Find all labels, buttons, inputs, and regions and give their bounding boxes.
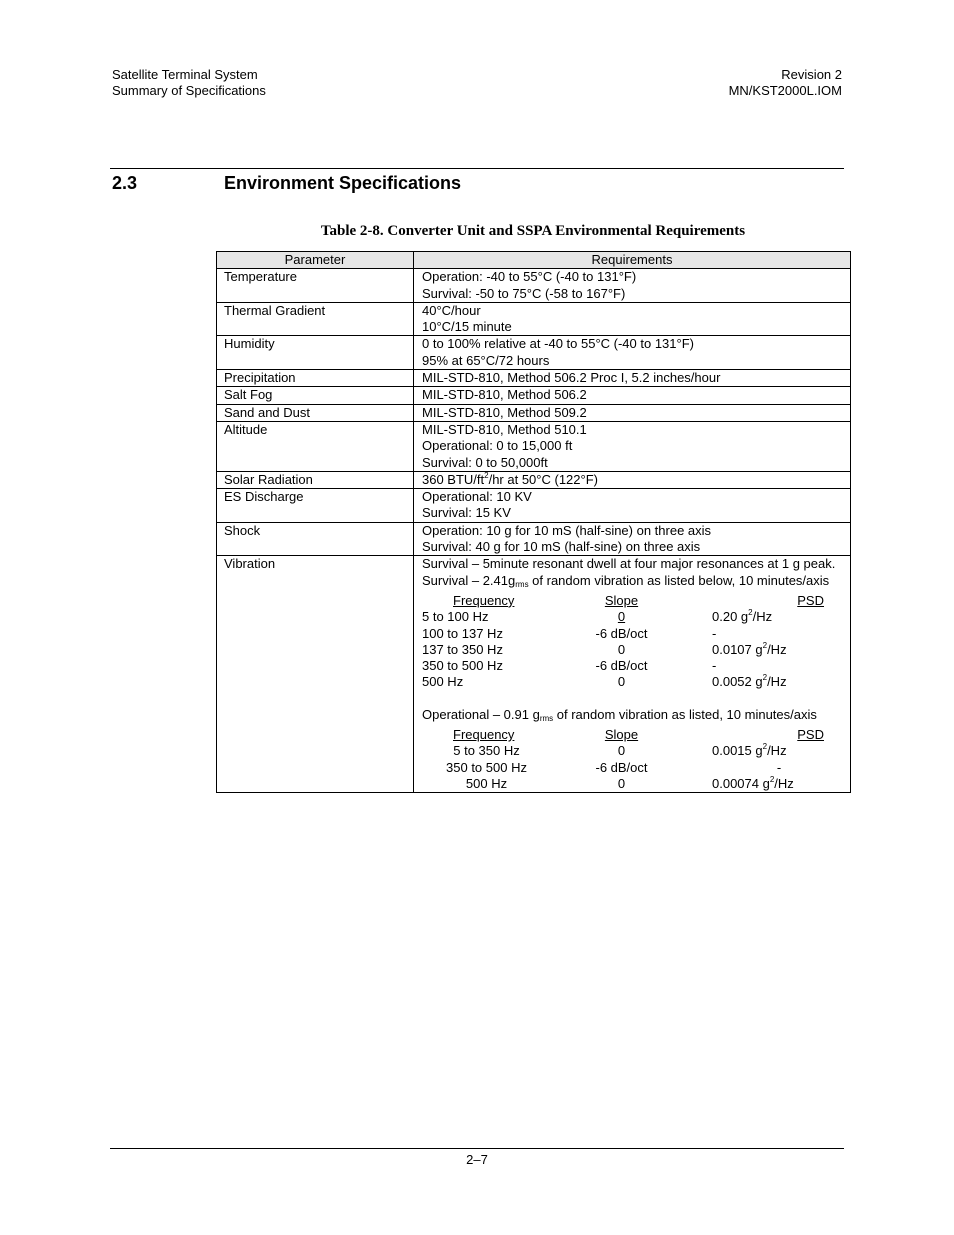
footer-divider [110, 1148, 844, 1149]
psd-cell [712, 626, 846, 642]
psd-value: - [712, 625, 717, 641]
param-cell: ES Discharge [217, 489, 414, 523]
psd-unit: /Hz [752, 609, 773, 625]
requirement-cell: MIL-STD-810, Method 506.2 Proc I, 5.2 inches/hour [414, 370, 851, 387]
slope-cell: 0 [617, 674, 626, 690]
freq-header: Frequency [453, 727, 515, 743]
environment-spec-table [216, 251, 851, 793]
vibration-row [422, 642, 846, 658]
column-header-requirements: Requirements [414, 252, 851, 269]
survival-rows [422, 609, 846, 690]
table-row [217, 302, 851, 336]
psd-value: 0.0015 g [712, 743, 763, 759]
psd-unit: /Hz [767, 641, 787, 657]
requirement-cell [414, 421, 851, 471]
spacer [422, 691, 846, 707]
vibration-row [422, 743, 846, 759]
psd-value: 0.20 g [712, 609, 749, 625]
table-row [217, 489, 851, 523]
psd-cell [712, 776, 846, 792]
freq-cell: 350 to 500 Hz [422, 658, 503, 674]
requirement-cell [414, 522, 851, 556]
psd-header: PSD [797, 727, 824, 743]
slope-cell: -6 dB/oct [595, 625, 648, 641]
psd-cell [712, 609, 846, 625]
superscript: 2 [748, 608, 753, 618]
param-cell: Salt Fog [217, 387, 414, 404]
requirement-line: 40°C/hour [422, 302, 481, 318]
requirement-line [422, 573, 846, 593]
requirement-text: of random vibration as listed, 10 minutes/axis [553, 706, 817, 722]
psd-header: PSD [797, 592, 824, 608]
psd-cell [712, 642, 846, 658]
superscript: 2 [762, 673, 768, 683]
header-doc-subtitle: Summary of Specifications [112, 83, 266, 98]
requirement-line [422, 707, 846, 727]
table-caption: Table 2-8. Converter Unit and SSPA Environmental Requirements [320, 223, 746, 239]
freq-header: Frequency [453, 592, 515, 608]
operational-rows [422, 743, 846, 792]
freq-cell: 5 to 100 Hz [422, 609, 489, 625]
requirement-line: 95% at 65°C/72 hours [422, 352, 550, 368]
requirement-line: Operation: -40 to 55°C (-40 to 131°F) [422, 269, 637, 285]
vibration-row [422, 674, 846, 690]
slope-header: Slope [604, 592, 639, 608]
psd-cell [712, 760, 846, 776]
header-revision: Revision 2 [781, 67, 842, 82]
param-cell: Humidity [217, 336, 414, 370]
requirement-cell: MIL-STD-810, Method 506.2 [414, 387, 851, 404]
table-header-row [217, 252, 851, 269]
freq-cell: 100 to 137 Hz [422, 625, 503, 641]
superscript: 2 [762, 742, 768, 752]
requirement-cell [414, 471, 851, 488]
table-row [217, 404, 851, 421]
slope-cell: 0 [617, 775, 626, 791]
requirement-line: Operational: 10 KV [422, 489, 532, 505]
param-cell: Precipitation [217, 370, 414, 387]
requirement-cell [414, 269, 851, 303]
psd-value: 0.0052 g [712, 674, 763, 690]
header-doc-number: MN/KST2000L.IOM [728, 83, 842, 98]
param-cell: Thermal Gradient [217, 302, 414, 336]
requirement-line: Survival: -50 to 75°C (-58 to 167°F) [422, 285, 626, 301]
slope-cell: 0 [617, 609, 626, 625]
requirement-text: /hr at 50°C (122°F) [488, 471, 598, 487]
vibration-row [422, 658, 846, 674]
requirement-line: Survival – 5minute resonant dwell at four major resonances at 1 g peak. [422, 556, 836, 572]
slope-header: Slope [604, 727, 639, 743]
param-cell: Shock [217, 522, 414, 556]
table-row [217, 556, 851, 793]
freq-cell: 500 Hz [465, 775, 508, 791]
slope-cell: 0 [617, 743, 626, 759]
column-header-parameter: Parameter [217, 252, 414, 269]
table-row [217, 522, 851, 556]
psd-cell [712, 658, 846, 674]
requirement-line: 10°C/15 minute [422, 319, 512, 335]
psd-value: - [776, 759, 782, 775]
freq-cell: 5 to 350 Hz [453, 743, 520, 759]
freq-cell: 500 Hz [422, 674, 464, 690]
param-cell: Vibration [217, 556, 414, 793]
requirement-cell [414, 489, 851, 523]
psd-cell [712, 674, 846, 690]
requirement-text: 360 BTU/ft [422, 471, 485, 487]
param-cell: Sand and Dust [217, 404, 414, 421]
vibration-row [422, 776, 846, 792]
subscript: rms [539, 713, 554, 723]
requirement-text: Operational – 0.91 g [422, 706, 540, 722]
requirement-cell [414, 302, 851, 336]
table-row [217, 370, 851, 387]
param-cell: Altitude [217, 421, 414, 471]
table-row [217, 471, 851, 488]
requirement-line: Survival: 15 KV [422, 505, 511, 521]
requirement-text: of random vibration as listed below, 10 minutes/axis [528, 572, 830, 588]
psd-value: - [712, 658, 717, 674]
section-number: 2.3 [112, 173, 138, 193]
psd-unit: /Hz [774, 775, 794, 791]
running-header-left [112, 67, 266, 99]
survival-vibration-table [422, 593, 846, 609]
requirement-cell [414, 336, 851, 370]
freq-cell: 137 to 350 Hz [422, 641, 503, 657]
header-doc-title: Satellite Terminal System [112, 67, 258, 82]
superscript: 2 [484, 470, 489, 480]
table-row [217, 421, 851, 471]
psd-cell [712, 743, 846, 759]
psd-value: 0.00074 g [712, 775, 770, 791]
param-cell: Temperature [217, 269, 414, 303]
requirement-cell: MIL-STD-810, Method 509.2 [414, 404, 851, 421]
slope-cell: -6 dB/oct [595, 759, 648, 775]
header-divider [110, 168, 844, 169]
requirement-line: Survival: 40 g for 10 mS (half-sine) on three axis [422, 539, 701, 555]
slope-cell: -6 dB/oct [595, 658, 648, 674]
running-header-right [729, 67, 842, 99]
slope-cell: 0 [617, 641, 626, 657]
vibration-row [422, 760, 846, 776]
requirement-line: 0 to 100% relative at -40 to 55°C (-40 to 131°F) [422, 336, 694, 352]
table-row [217, 336, 851, 370]
page-number: 2–7 [466, 1152, 488, 1167]
operational-vibration-table [422, 727, 846, 743]
requirement-line: MIL-STD-810, Method 510.1 [422, 421, 587, 437]
psd-unit: /Hz [767, 674, 787, 690]
superscript: 2 [762, 640, 768, 650]
requirement-line: Operation: 10 g for 10 mS (half-sine) on three axis [422, 522, 712, 538]
psd-unit: /Hz [767, 743, 787, 759]
psd-value: 0.0107 g [712, 641, 763, 657]
subscript: rms [515, 579, 529, 589]
requirement-line: Survival: 0 to 50,000ft [422, 454, 548, 470]
requirement-line: Operational: 0 to 15,000 ft [422, 438, 573, 454]
vibration-row [422, 609, 846, 625]
freq-cell: 350 to 500 Hz [446, 759, 527, 775]
superscript: 2 [769, 774, 775, 784]
requirement-cell [414, 556, 851, 793]
table-row [217, 387, 851, 404]
table-row [217, 269, 851, 303]
requirement-text: Survival – 2.41g [422, 572, 516, 588]
section-title: Environment Specifications [224, 173, 462, 193]
vibration-row [422, 626, 846, 642]
param-cell: Solar Radiation [217, 471, 414, 488]
